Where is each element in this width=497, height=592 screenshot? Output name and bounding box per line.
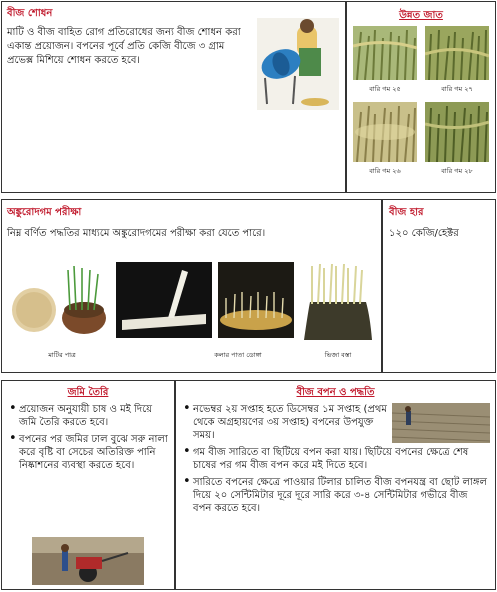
seed-rate-panel [382,199,496,373]
variety-image-25 [353,26,417,80]
seed-treatment-text: মাটি ও বীজ বাহিত রোগ প্রতিরোধের জন্য বীজ শোধন করা একান্ত প্রয়োজন। বপনের পূর্বে প্রতি কেজি বীজে ৩ গ্রাম প্রভেক্স মিশিয়ে শোধন করতে হবে। [7,27,241,66]
variety-image-26 [353,102,417,162]
seed-treatment-title: বীজ শোধন [7,8,53,19]
banana-leaf-seedling-image [218,262,294,338]
varieties-panel [346,1,496,193]
variety-label-26: বারি গম ২৬ [369,167,401,175]
land-prep-bullets [8,403,170,476]
germination-text: নিম্ন বর্ণিত পদ্ধতির মাধ্যমে অঙ্কুরোদগমের পরীক্ষা করা যেতে পারে। [7,228,266,239]
caption-wet-sack: ভিজা বস্তা [324,351,352,359]
earthen-pot-image [10,264,110,338]
variety-label-25: বারি গম ২৫ [369,85,401,93]
land-prep-bullet: • বপনের পর জমির ঢাল বুঝে সরু নালা করে বৃষ্টি বা সেচের অতিরিক্ত পানি নিষ্কাশনের ব্যবস্থা করতে হবে। [8,433,170,472]
wet-sack-image [300,262,376,342]
sowing-bullets [182,403,488,519]
seed-rate-value: ১২০ কেজি/হেক্টর [389,228,459,239]
land-prep-bullet: • প্রয়োজন অনুযায়ী চাষ ও মই দিয়ে জমি তৈরি করতে হবে। [8,403,170,429]
varieties-title: উন্নত জাত [399,10,443,21]
power-tiller-image [32,537,144,585]
seed-rate-title: বীজ হার [389,207,424,218]
land-prep-title: জমি তৈরি [67,387,109,398]
seed-treatment-panel [1,1,346,193]
sowing-title: বীজ বপন ও পদ্ধতি [296,387,375,398]
caption-banana-leaf-boat: কলার পাতা ডোঙ্গা [214,351,262,359]
germination-panel [1,199,382,373]
sowing-bullet: • নভেম্বর ২য় সপ্তাহ হতে ডিসেম্বর ১ম সপ্তাহ (প্রথম থেকে অগ্রহায়ণের ৩য় সপ্তাহ) বপনের উপযুক্ত সময়। [182,403,388,442]
variety-label-28: বারি গম ২৮ [441,167,473,175]
seed-treatment-drum-image [257,18,339,110]
sowing-panel [175,380,496,590]
variety-image-27 [425,26,489,80]
variety-label-27: বারি গম ২৭ [441,85,473,93]
banana-leaf-boat-image [116,262,212,338]
caption-earthen-pot: মাটির পাত্র [48,351,76,359]
land-prep-panel [1,380,175,590]
germination-title: অঙ্কুরোদগম পরীক্ষা [7,207,82,218]
variety-image-28 [425,102,489,162]
sowing-bullet: • গম বীজ সারিতে বা ছিটিয়ে বপন করা যায়। ছিটিয়ে বপনের ক্ষেত্রে শেষ চাষের পর গম বীজ বপন করে মই দিতে হবে। [182,446,488,472]
sowing-bullet: • সারিতে বপনের ক্ষেত্রে পাওয়ার টিলার চালিত বীজ বপনযন্ত্র বা ছোট লাঙ্গল দিয়ে ২০ সেন্টিমিটার দূরে দূরে সারি করে ৩-৪ সেন্টিমিটার গভীরে বীজ বপন করতে হবে। [182,476,488,515]
